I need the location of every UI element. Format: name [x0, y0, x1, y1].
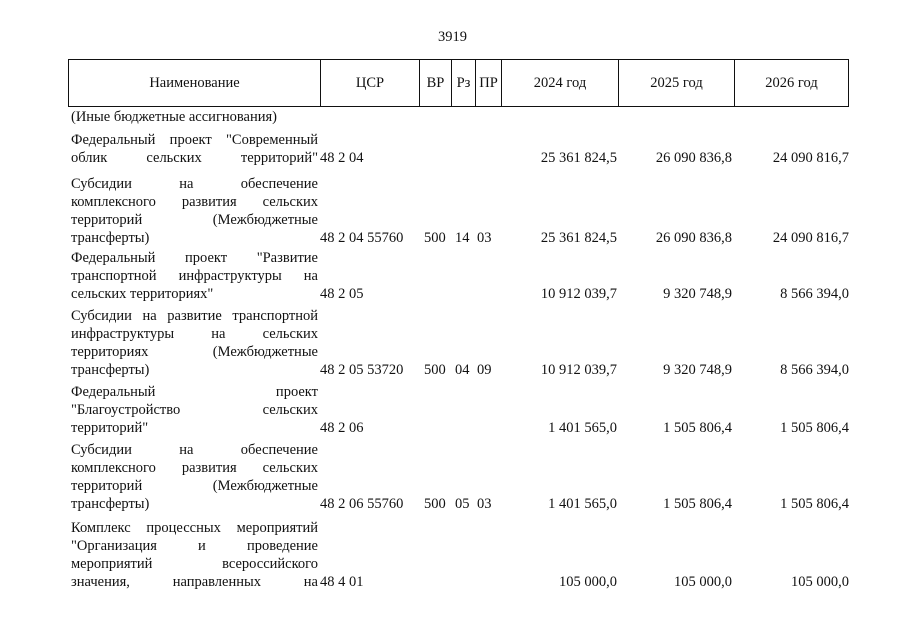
row-rz: 14	[455, 230, 470, 246]
row-name-line: "Благоустройство сельских	[71, 402, 318, 418]
row-name-line: Федеральный проект "Развитие	[71, 250, 318, 266]
header-rz: Рз	[451, 60, 475, 106]
row-2025: 26 090 836,8	[655, 150, 732, 166]
row-name-line: Комплекс процессных мероприятий	[71, 520, 318, 536]
row-name-line: "Организация и проведение	[71, 538, 318, 554]
row-2024: 105 000,0	[559, 574, 617, 590]
row-csr: 48 2 05 53720	[320, 362, 404, 378]
row-name	[71, 131, 318, 167]
carryover-text: (Иные бюджетные ассигнования)	[71, 109, 278, 125]
row-csr: 48 2 06 55760	[320, 496, 404, 512]
row-name-line: трансферты)	[71, 496, 150, 512]
row-pr: 03	[477, 230, 492, 246]
row-2024: 25 361 824,5	[540, 150, 617, 166]
row-name-line: территориях (Межбюджетные	[71, 344, 318, 360]
row-rz: 04	[455, 362, 470, 378]
row-name	[71, 175, 318, 247]
header-2026: 2026 год	[734, 60, 848, 106]
row-csr: 48 2 06	[320, 420, 364, 436]
row-name-line: значения, направленных на	[71, 574, 318, 590]
row-2026: 24 090 816,7	[772, 230, 849, 246]
row-2025: 1 505 806,4	[663, 420, 732, 436]
row-2024: 10 912 039,7	[540, 362, 617, 378]
row-name-line: комплексного развития сельских	[71, 460, 318, 476]
row-name-line: инфраструктуры на сельских	[71, 326, 318, 342]
row-name-line: Федеральный проект "Современный	[71, 132, 318, 148]
row-2025: 105 000,0	[674, 574, 732, 590]
row-name-line: Федеральный проект	[71, 384, 318, 400]
header-csr: ЦСР	[320, 60, 419, 106]
row-2024: 10 912 039,7	[540, 286, 617, 302]
row-2025: 1 505 806,4	[663, 496, 732, 512]
row-2026: 8 566 394,0	[780, 362, 849, 378]
header-2024: 2024 год	[501, 60, 618, 106]
header-name: Наименование	[149, 75, 240, 91]
header-2025: 2025 год	[618, 60, 734, 106]
row-2025: 9 320 748,9	[663, 286, 732, 302]
row-name	[71, 519, 318, 591]
row-name-line: мероприятий всероссийского	[71, 556, 318, 572]
row-2024: 25 361 824,5	[540, 230, 617, 246]
row-name-line: транспортной инфраструктуры на	[71, 268, 318, 284]
row-2025: 9 320 748,9	[663, 362, 732, 378]
row-name-line: территорий (Межбюджетные	[71, 212, 318, 228]
row-2026: 1 505 806,4	[780, 496, 849, 512]
row-vr: 500	[424, 230, 446, 246]
row-name-line: Субсидии на развитие транспортной	[71, 308, 318, 324]
header-pr: ПР	[475, 60, 501, 106]
row-name-line: территорий (Межбюджетные	[71, 478, 318, 494]
row-name-line: комплексного развития сельских	[71, 194, 318, 210]
row-name	[71, 383, 318, 437]
row-rz: 05	[455, 496, 470, 512]
page-number: 3919	[438, 29, 467, 45]
row-name	[71, 307, 318, 379]
row-name	[71, 249, 318, 303]
row-name-line: трансферты)	[71, 362, 150, 378]
row-2026: 1 505 806,4	[780, 420, 849, 436]
row-csr: 48 2 04 55760	[320, 230, 404, 246]
row-pr: 03	[477, 496, 492, 512]
row-name-line: территорий"	[71, 420, 149, 436]
header-vr: ВР	[419, 60, 451, 106]
row-name-line: сельских территориях"	[71, 286, 214, 302]
row-csr: 48 4 01	[320, 574, 364, 590]
row-2026: 24 090 816,7	[772, 150, 849, 166]
row-name-line: трансферты)	[71, 230, 150, 246]
row-2024: 1 401 565,0	[548, 496, 617, 512]
row-2026: 105 000,0	[791, 574, 849, 590]
row-csr: 48 2 05	[320, 286, 364, 302]
row-vr: 500	[424, 362, 446, 378]
row-name-line: облик сельских территорий"	[71, 150, 318, 166]
row-vr: 500	[424, 496, 446, 512]
row-name	[71, 441, 318, 513]
row-csr: 48 2 04	[320, 150, 364, 166]
row-2024: 1 401 565,0	[548, 420, 617, 436]
row-2025: 26 090 836,8	[655, 230, 732, 246]
row-name-line: Субсидии на обеспечение	[71, 442, 318, 458]
row-pr: 09	[477, 362, 492, 378]
row-2026: 8 566 394,0	[780, 286, 849, 302]
row-name-line: Субсидии на обеспечение	[71, 176, 318, 192]
table-header	[68, 59, 849, 107]
